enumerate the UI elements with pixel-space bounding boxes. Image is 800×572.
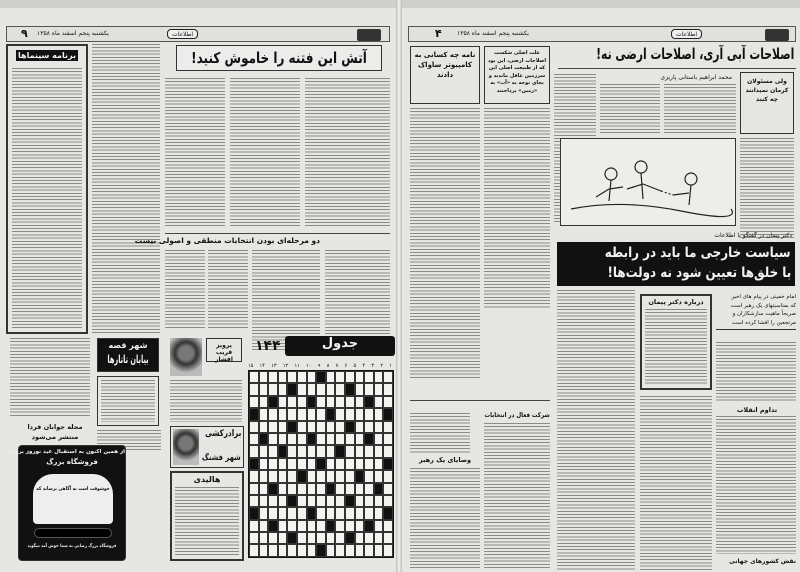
crossword-cell — [297, 483, 307, 495]
crossword-cell — [345, 520, 355, 532]
crossword-cell — [335, 495, 345, 507]
crossword-cell — [259, 495, 269, 507]
notice-box — [97, 376, 159, 426]
crossword-cell — [383, 458, 393, 470]
crossword-cell — [374, 371, 384, 383]
crossword-cell — [335, 470, 345, 482]
newspaper-page-4 — [402, 8, 800, 572]
crossword-cell — [364, 520, 374, 532]
crossword-cell — [383, 371, 393, 383]
crossword-cell — [249, 458, 259, 470]
crossword-cell — [326, 383, 336, 395]
headline-box — [176, 45, 382, 71]
officials-box: ولی مسئولان کرمان نمیدانند چه کنند — [740, 72, 794, 134]
crossword-cell — [345, 507, 355, 519]
crossword-cell — [316, 532, 326, 544]
crossword-cell — [287, 458, 297, 470]
crossword-cell — [307, 421, 317, 433]
crossword-cell — [355, 383, 365, 395]
crossword-cell — [297, 396, 307, 408]
crossword-cell — [307, 371, 317, 383]
crossword-cell — [345, 396, 355, 408]
crossword-cell — [268, 433, 278, 445]
crossword-cell — [345, 495, 355, 507]
ad-panel: خوشوقت است به آگاهی برساند که — [33, 474, 113, 524]
crossword-cell — [326, 470, 336, 482]
crossword-cell — [383, 396, 393, 408]
crossword-cell — [278, 383, 288, 395]
crossword-cell — [345, 458, 355, 470]
crossword-cell — [297, 470, 307, 482]
crossword-cell — [297, 408, 307, 420]
crossword-col-number: ۱۰ — [306, 363, 312, 369]
testament-subhead: وصایای یک رهبر — [418, 456, 472, 464]
crossword-col-number: ۱۳ — [271, 363, 277, 369]
crossword-cell — [287, 507, 297, 519]
crossword-col-number: ۱۲ — [282, 363, 289, 369]
crossword-cell — [307, 495, 317, 507]
continuity-subhead: تداوم انقلاب — [736, 406, 778, 414]
interview-banner: سیاست خارجی ما باید در رابطه با خلق‌ها تعیین شود نه دولت‌ها! — [557, 242, 795, 286]
crossword-cell — [268, 445, 278, 457]
crossword-cell — [249, 532, 259, 544]
crossword-cell — [326, 495, 336, 507]
crossword-cell — [364, 544, 374, 556]
crossword-cell — [307, 458, 317, 470]
crossword-cell — [345, 408, 355, 420]
crossword-cell — [278, 483, 288, 495]
cinema-listings — [6, 44, 88, 334]
crossword-cell — [307, 520, 317, 532]
crossword-cell — [249, 421, 259, 433]
cinema-box-title: برنامه سینماها — [16, 50, 78, 61]
crossword-cell — [287, 520, 297, 532]
crossword-cell — [383, 544, 393, 556]
crossword-cell — [278, 544, 288, 556]
crossword-cell — [364, 383, 374, 395]
crossword-grid — [248, 370, 394, 558]
elections-subhead: دو مرحله‌ای بودن انتخابات منطقی و اصولی نیست — [134, 236, 320, 245]
crossword-cell — [364, 495, 374, 507]
imam-box — [716, 294, 796, 330]
crossword-cell — [335, 396, 345, 408]
headline: آتش این فتنه را خاموش کنید! — [191, 49, 367, 67]
crossword-cell — [326, 520, 336, 532]
crossword-cell — [383, 421, 393, 433]
crossword-cell — [316, 507, 326, 519]
crossword-col-number: ۱۵ — [248, 363, 254, 369]
crossword-cell — [287, 396, 297, 408]
crossword-col-number: ۱۱ — [294, 363, 300, 369]
crossword-cell — [307, 544, 317, 556]
crossword-cell — [383, 532, 393, 544]
crossword-cell — [278, 470, 288, 482]
crossword-cell — [383, 445, 393, 457]
crossword-cell — [249, 408, 259, 420]
crossword-cell — [345, 532, 355, 544]
crossword-cell — [307, 532, 317, 544]
crossword-cell — [374, 507, 384, 519]
crossword-cell — [335, 408, 345, 420]
page-header — [408, 26, 796, 42]
crossword-cell — [355, 433, 365, 445]
crossword-cell — [345, 445, 355, 457]
crossword-cell — [326, 421, 336, 433]
crossword-column-numbers — [248, 363, 392, 369]
magazine-notice-2: منتشر می‌شود — [31, 433, 79, 441]
crossword-cell — [259, 396, 269, 408]
ad-bar — [34, 528, 112, 538]
crossword-cell — [335, 458, 345, 470]
crossword-cell — [249, 396, 259, 408]
crossword-cell — [307, 408, 317, 420]
crossword-cell — [268, 495, 278, 507]
crossword-cell — [345, 544, 355, 556]
page-header — [6, 26, 390, 42]
computer-box: نامه چه کسانی به کامپیوتر ساواک دادند — [410, 46, 480, 104]
crossword-cell — [326, 445, 336, 457]
crossword-cell — [259, 532, 269, 544]
crossword-cell — [335, 445, 345, 457]
crossword-cell — [297, 433, 307, 445]
crossword-cell — [287, 532, 297, 544]
movie-ad: شهر قصه بیابان تاتارها — [97, 338, 159, 372]
page-number: ۴ — [435, 27, 442, 40]
crossword-cell — [374, 445, 384, 457]
crossword-cell — [249, 520, 259, 532]
imam-box-line: امام خمینی در پیام های اخیر — [731, 294, 796, 300]
crossword-cell — [345, 483, 355, 495]
date-line: یکشنبه پنجم اسفند ماه ۱۳۵۸ — [37, 30, 109, 37]
crossword-col-number: ۸ — [326, 363, 330, 369]
crossword-cell — [364, 507, 374, 519]
crossword-cell — [259, 371, 269, 383]
crossword-cell — [297, 371, 307, 383]
crossword-cell — [374, 383, 384, 395]
crossword-cell — [345, 371, 355, 383]
crossword-col-number: ۵ — [353, 363, 357, 369]
crossword-cell — [316, 383, 326, 395]
crossword-cell — [383, 495, 393, 507]
crossword-cell — [355, 458, 365, 470]
crossword-cell — [278, 520, 288, 532]
crossword-cell — [249, 507, 259, 519]
crossword-cell — [307, 433, 317, 445]
crossword-cell — [326, 458, 336, 470]
crossword-cell — [364, 396, 374, 408]
crossword-cell — [278, 495, 288, 507]
crossword-cell — [278, 445, 288, 457]
crossword-col-number: ۱ — [389, 363, 392, 369]
date-line: یکشنبه پنجم اسفند ماه ۱۳۵۸ — [457, 30, 529, 37]
crossword-cell — [364, 483, 374, 495]
crossword-cell — [374, 421, 384, 433]
crossword-cell — [316, 371, 326, 383]
cartoon — [560, 138, 736, 226]
crossword-cell — [383, 483, 393, 495]
crossword-cell — [383, 520, 393, 532]
crossword-cell — [326, 507, 336, 519]
crossword-cell — [268, 458, 278, 470]
crossword-cell — [316, 520, 326, 532]
crossword-cell — [345, 470, 355, 482]
crossword-cell — [335, 421, 345, 433]
crossword-cell — [297, 520, 307, 532]
crossword-cell — [307, 383, 317, 395]
crossword-cell — [355, 421, 365, 433]
store-ad: از همین اکنون به استقبال عید نوروز بروید فروشگاه بزرگ خوشوقت است به آگاهی برساند که فروشگاه بزرگ رضایی به شما خوش آمد میگوید — [18, 445, 126, 561]
crossword-cell — [355, 544, 365, 556]
crossword-cell — [259, 458, 269, 470]
crossword-cell — [259, 421, 269, 433]
crossword-cell — [364, 421, 374, 433]
crossword-cell — [364, 371, 374, 383]
crossword-cell — [268, 383, 278, 395]
crossword-cell — [297, 495, 307, 507]
crossword-cell — [297, 544, 307, 556]
crossword-cell — [259, 383, 269, 395]
crossword-cell — [345, 383, 355, 395]
crossword-col-number: ۳ — [371, 363, 375, 369]
crossword-cell — [383, 433, 393, 445]
crossword-cell — [287, 445, 297, 457]
crossword-cell — [297, 421, 307, 433]
crossword-cell — [278, 458, 288, 470]
crossword-cell — [326, 396, 336, 408]
crossword-cell — [249, 495, 259, 507]
film-ad: برادرکشی شهر فشنگ — [170, 426, 244, 468]
crossword-cell — [355, 371, 365, 383]
crossword-cell — [355, 532, 365, 544]
crossword-cell — [364, 433, 374, 445]
crossword-cell — [374, 483, 384, 495]
portrait-photo — [170, 338, 202, 376]
crossword-cell — [364, 470, 374, 482]
crossword-cell — [374, 520, 384, 532]
crossword-cell — [278, 408, 288, 420]
world-subhead: نقش کشورهای جهانی — [729, 558, 796, 565]
crossword-cell — [383, 408, 393, 420]
crossword-cell — [259, 408, 269, 420]
crossword-cell — [307, 445, 317, 457]
crossword-cell — [287, 408, 297, 420]
crossword-cell — [383, 470, 393, 482]
crossword-cell — [335, 433, 345, 445]
crossword-cell — [326, 483, 336, 495]
crossword-cell — [259, 445, 269, 457]
crossword-cell — [326, 544, 336, 556]
crossword-cell — [316, 433, 326, 445]
failure-box: علت اصلی شکست اصلاحات ارضی، این بود که از طبیعت اصلی این سرزمین غافل ماندند و بجای توجه به «آب» به «زمین» پرداختند — [484, 46, 550, 104]
crossword-cell — [287, 421, 297, 433]
crossword-cell — [297, 532, 307, 544]
crossword-cell — [307, 470, 317, 482]
crossword-cell — [326, 433, 336, 445]
crossword-cell — [316, 544, 326, 556]
crossword-cell — [374, 532, 384, 544]
crossword-cell — [259, 507, 269, 519]
headline: اصلاحات آبی آری، اصلاحات ارضی نه! — [595, 45, 794, 63]
crossword-cell — [249, 470, 259, 482]
crossword-cell — [249, 445, 259, 457]
crossword-cell — [364, 458, 374, 470]
crossword-cell — [278, 532, 288, 544]
crossword-cell — [278, 371, 288, 383]
crossword-title: جدول — [285, 336, 395, 356]
crossword-cell — [297, 458, 307, 470]
crossword-cell — [297, 445, 307, 457]
holiday-ad: هالیدی — [170, 471, 244, 561]
crossword-cell — [268, 544, 278, 556]
interview-kicker: دکتر پیمان در گفتگو با اطلاعات — [714, 232, 792, 239]
crossword-cell — [355, 396, 365, 408]
crossword-cell — [268, 371, 278, 383]
crossword-cell — [335, 520, 345, 532]
crossword-cell — [287, 483, 297, 495]
crossword-cell — [316, 458, 326, 470]
crossword-cell — [316, 495, 326, 507]
crossword-cell — [268, 408, 278, 420]
imam-box-line: صریحاً ماهیت سازشکاران و — [732, 311, 796, 317]
crossword-cell — [355, 507, 365, 519]
crossword-col-number: ۷ — [335, 363, 339, 369]
crossword-cell — [364, 532, 374, 544]
page-number: ۹ — [21, 27, 28, 40]
crossword-cell — [307, 507, 317, 519]
crossword-cell — [259, 544, 269, 556]
crossword-cell — [249, 433, 259, 445]
crossword-cell — [249, 483, 259, 495]
crossword-cell — [326, 408, 336, 420]
crossword-cell — [268, 507, 278, 519]
participation-subhead: شرکت فعال در انتخابات — [484, 411, 550, 419]
crossword-cell — [249, 544, 259, 556]
crossword-cell — [335, 383, 345, 395]
crossword-cell — [364, 408, 374, 420]
newspaper-logo — [357, 29, 381, 41]
crossword-cell — [287, 371, 297, 383]
crossword-cell — [297, 507, 307, 519]
crossword-cell — [259, 483, 269, 495]
crossword-cell — [374, 408, 384, 420]
crossword-cell — [287, 495, 297, 507]
crossword-cell — [355, 408, 365, 420]
crossword-cell — [268, 483, 278, 495]
crossword-cell — [287, 433, 297, 445]
crossword-cell — [345, 433, 355, 445]
crossword-cell — [316, 408, 326, 420]
crossword-cell — [335, 371, 345, 383]
crossword-cell — [374, 458, 384, 470]
crossword-cell — [278, 433, 288, 445]
crossword-cell — [287, 470, 297, 482]
section-tag: اطلاعات — [671, 29, 702, 39]
crossword-cell — [259, 520, 269, 532]
crossword-cell — [355, 520, 365, 532]
section-tag: اطلاعات — [167, 29, 198, 39]
crossword-col-number: ۹ — [317, 363, 321, 369]
crossword-cell — [335, 544, 345, 556]
crossword-cell — [307, 396, 317, 408]
crossword-cell — [268, 396, 278, 408]
crossword-cell — [326, 532, 336, 544]
crossword-cell — [374, 433, 384, 445]
crossword-cell — [316, 396, 326, 408]
imam-box-line: که بمناسبتهای یک رهبر است — [730, 302, 796, 309]
crossword-cell — [287, 544, 297, 556]
crossword-cell — [355, 470, 365, 482]
magazine-notice-1: مجله جوانان فردا — [27, 423, 83, 431]
crossword-cell — [316, 421, 326, 433]
newspaper-page-9 — [0, 8, 396, 572]
crossword-cell — [307, 483, 317, 495]
crossword-cell — [287, 383, 297, 395]
crossword-cell — [374, 396, 384, 408]
newspaper-logo — [765, 29, 789, 41]
crossword-cell — [355, 445, 365, 457]
profile-box: پرویز قریب افشار — [206, 338, 242, 362]
crossword-cell — [316, 445, 326, 457]
crossword-cell — [278, 421, 288, 433]
crossword-cell — [297, 383, 307, 395]
crossword-cell — [364, 445, 374, 457]
crossword-cell — [278, 396, 288, 408]
crossword-number: ۱۴۴ — [255, 338, 281, 354]
crossword-col-number: ۲ — [380, 363, 383, 369]
crossword-cell — [268, 532, 278, 544]
crossword-cell — [335, 483, 345, 495]
crossword-cell — [268, 470, 278, 482]
imam-box-line: مرتجعین را افشا کرده است — [732, 319, 796, 326]
crossword-cell — [268, 421, 278, 433]
crossword-cell — [259, 470, 269, 482]
crossword-cell — [345, 421, 355, 433]
crossword-cell — [335, 532, 345, 544]
crossword-cell — [249, 371, 259, 383]
crossword-cell — [278, 507, 288, 519]
about-box: درباره دکتر پیمان — [640, 294, 712, 390]
crossword-col-number: ۶ — [344, 363, 348, 369]
cartoon-illustration — [561, 139, 737, 227]
crossword-cell — [268, 520, 278, 532]
author-line: محمد ابراهیم باستانی پاریزی — [660, 74, 732, 81]
crossword-cell — [355, 483, 365, 495]
crossword-cell — [259, 433, 269, 445]
crossword-col-number: ۱۴ — [259, 363, 265, 369]
crossword-cell — [374, 470, 384, 482]
crossword-cell — [326, 371, 336, 383]
crossword-cell — [316, 483, 326, 495]
crossword-cell — [374, 544, 384, 556]
crossword-cell — [355, 495, 365, 507]
crossword-cell — [374, 495, 384, 507]
crossword-cell — [316, 470, 326, 482]
crossword-cell — [383, 383, 393, 395]
crossword-cell — [383, 507, 393, 519]
crossword-cell — [249, 383, 259, 395]
crossword-col-number: ۴ — [362, 363, 366, 369]
crossword-cell — [335, 507, 345, 519]
